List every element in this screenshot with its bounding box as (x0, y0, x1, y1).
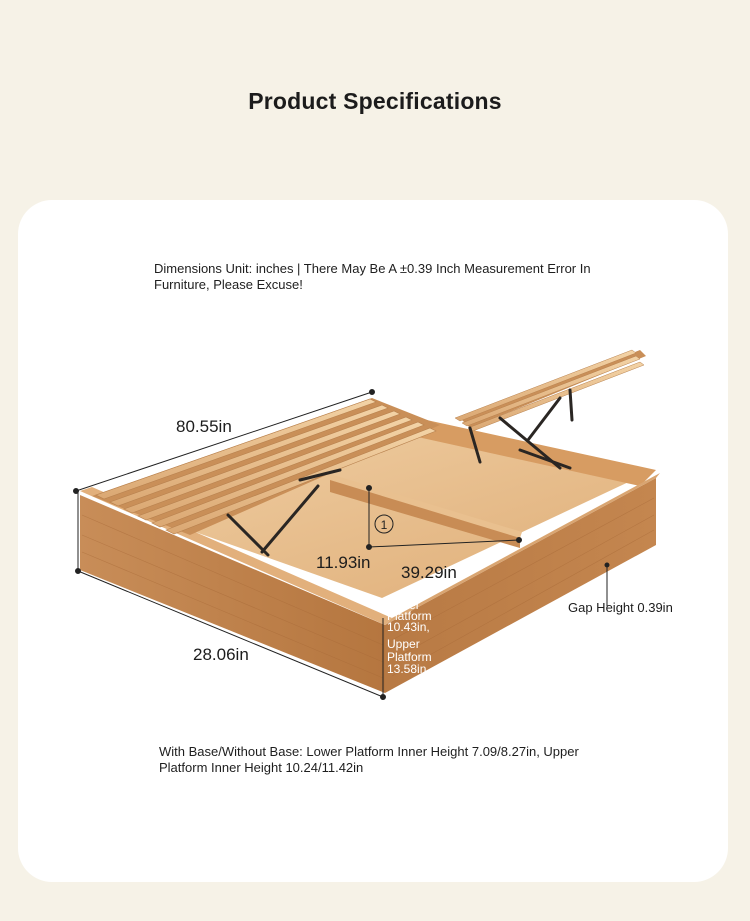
upper-platform-label-2: Platform (387, 650, 432, 664)
upper-platform-label-1: Upper (387, 637, 420, 651)
upper-platform-label-3: 13.58in (387, 662, 427, 676)
length-label: 80.55in (176, 417, 232, 436)
lower-platform-label-2: Platform (387, 609, 432, 623)
lower-platform-label-3: 10.43in, (387, 620, 430, 634)
width-label: 28.06in (193, 645, 249, 664)
inner-width-label: 39.29in (401, 563, 457, 582)
lower-platform-label-1: Lower (387, 598, 420, 612)
page-title: Product Specifications (248, 88, 502, 114)
callout-marker: 1 (380, 518, 388, 532)
gap-height-label: Gap Height 0.39in (568, 600, 673, 615)
measurement-note: Dimensions Unit: inches | There May Be A ±0.39 Inch Measurement Error In Furniture, Please Excuse! (154, 261, 591, 292)
partition-height-label: 11.93in (316, 553, 371, 572)
platform-height-note: With Base/Without Base: Lower Platform Inner Height 7.09/8.27in, Upper Platform Inner Height 10.24/11.42in (159, 744, 579, 775)
